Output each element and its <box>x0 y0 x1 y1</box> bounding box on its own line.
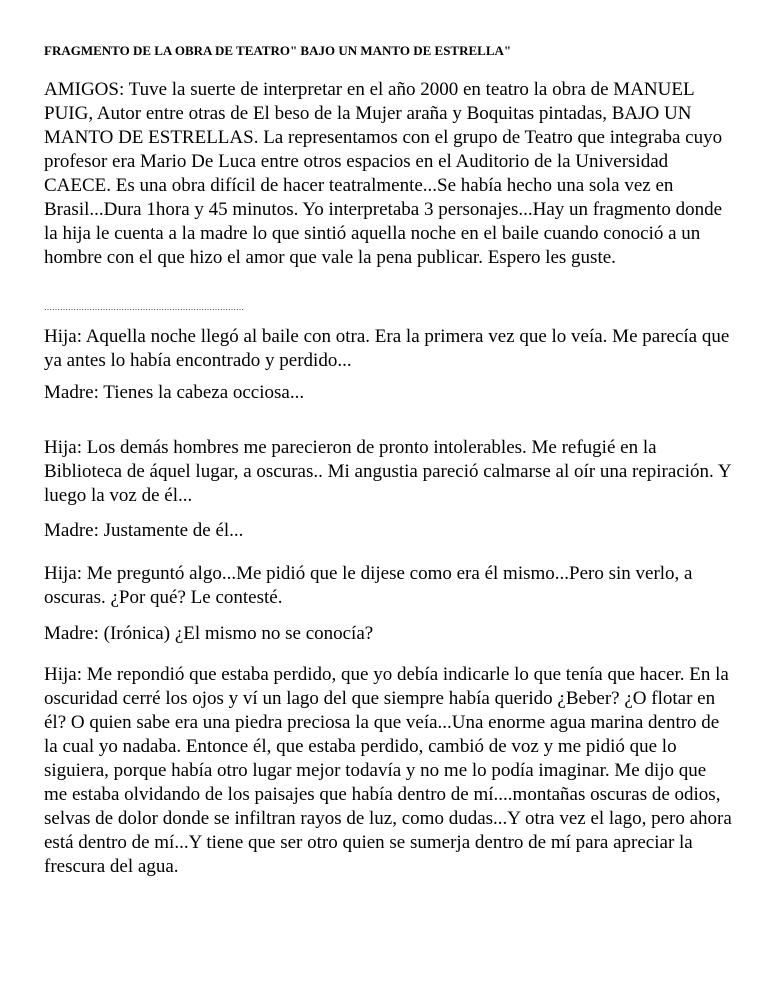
dialogue-line-7: Hija: Me repondió que estaba perdido, que yo debía indicarle lo que tenía que hacer. En la oscuridad cerré los ojos y ví un lago del que siempre había querido ¿Beber? ¿O flotar en él? O quien sabe era una piedra preciosa la que veía...Una enorme agua marina dentro de la cual yo nadaba. Entonce él, que estaba perdido, cambió de voz y me pidió que lo siguiera, porque había otro lugar mejor todavía y no me lo podía imaginar. Me dijo que me estaba olvidando de los paisajes que había dentro de mí....montañas oscuras de odios, selvas de dolor donde se infiltran rayos de luz, como dudas...Y otra vez el lago, pero ahora está dentro de mí...Y tiene que ser otro quien se sumerja dentro de mí para apreciar la frescura del agua. <box>44 664 732 877</box>
dotted-separator: ………………………………………………………………… <box>44 304 244 312</box>
dialogue-line-6: Madre: (Irónica) ¿El mismo no se conocía? <box>44 623 374 644</box>
dialogue-line-5: Hija: Me preguntó algo...Me pidió que le dijese como era él mismo...Pero sin verlo, a oscuras. ¿Por qué? Le contesté. <box>44 563 693 608</box>
intro-paragraph: AMIGOS: Tuve la suerte de interpretar en el año 2000 en teatro la obra de MANUEL PUIG, Autor entre otras de El beso de la Mujer araña y Boquitas pintadas, BAJO UN MANTO DE ESTRELLAS. La representamos con el grupo de Teatro que integraba cuyo profesor era Mario De Luca entre otros espacios en el Auditorio de la Universidad CAECE. Es una obra difícil de hacer teatralmente...Se había hecho una sola vez en Brasil...Dura 1hora y 45 minutos. Yo interpretaba 3 personajes...Hay un fragmento donde la hija le cuenta a la madre lo que sintió aquella noche en el baile cuando conoció a un hombre con el que hizo el amor que vale la pena publicar. Espero les guste. <box>44 79 723 268</box>
document-title: FRAGMENTO DE LA OBRA DE TEATRO" BAJO UN MANTO DE ESTRELLA" <box>44 43 512 58</box>
dialogue-line-3: Hija: Los demás hombres me parecieron de pronto intolerables. Me refugié en la Biblioteca de áquel lugar, a oscuras.. Mi angustia pareció calmarse al oír una repiración. Y luego la voz de él... <box>44 437 731 506</box>
dialogue-line-1: Hija: Aquella noche llegó al baile con otra. Era la primera vez que lo veía. Me parecía que ya antes lo había encontrado y perdido... <box>44 326 730 371</box>
dialogue-line-2: Madre: Tienes la cabeza occiosa... <box>44 382 305 403</box>
dialogue-line-4: Madre: Justamente de él... <box>44 520 244 541</box>
